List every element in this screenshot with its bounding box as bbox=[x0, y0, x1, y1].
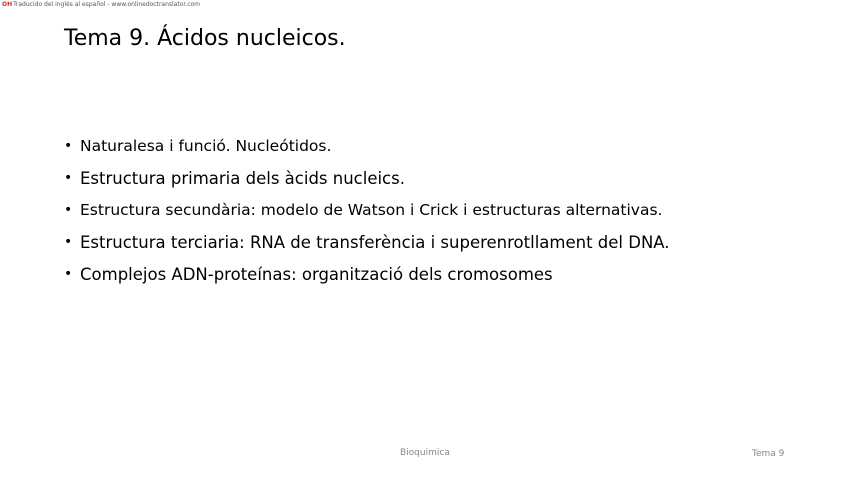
bullet-item bbox=[64, 194, 670, 226]
bullet-text: Naturalesa i funció. Nucleótidos. bbox=[80, 137, 332, 155]
bullet-text: Estructura secundària: modelo de Watson i Crick i estructuras alternativas. bbox=[80, 201, 663, 219]
bullet-dot-icon: • bbox=[64, 266, 73, 282]
bullet-dot-icon: • bbox=[64, 170, 73, 186]
bullet-dot-icon: • bbox=[64, 234, 73, 250]
translator-banner bbox=[2, 0, 200, 9]
slide-title: Tema 9. Ácidos nucleicos. bbox=[64, 26, 346, 51]
bullet-item bbox=[64, 162, 670, 194]
bullet-text: Estructura terciaria: RNA de transferència i superenrotllament del DNA. bbox=[80, 232, 670, 252]
bullet-dot-icon: • bbox=[64, 138, 73, 154]
translator-banner-text: Traducido del inglés al español - www.onlinedoctranslator.com bbox=[13, 1, 201, 8]
footer-topic-label: Tema 9 bbox=[752, 449, 785, 459]
bullet-item bbox=[64, 130, 670, 162]
bullet-text: Complejos ADN-proteínas: organització dels cromosomes bbox=[80, 264, 553, 284]
bullet-item bbox=[64, 226, 670, 258]
translator-logo-icon: OH bbox=[2, 1, 13, 8]
bullet-text: Estructura primaria dels àcids nucleics. bbox=[80, 168, 405, 188]
footer-course-name: Bioquimica bbox=[400, 448, 450, 458]
bullet-item bbox=[64, 258, 670, 290]
bullet-dot-icon: • bbox=[64, 202, 73, 218]
bullet-list bbox=[64, 130, 670, 290]
